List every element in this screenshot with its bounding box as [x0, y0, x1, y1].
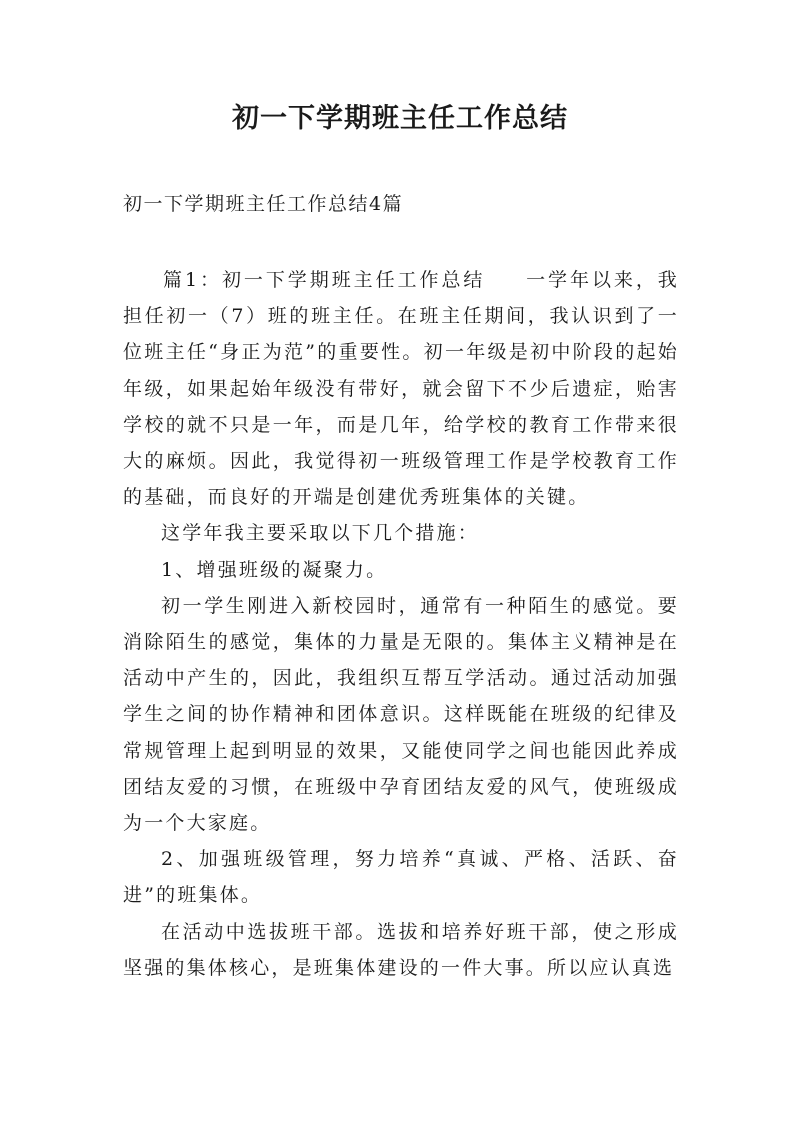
- article-heading: 篇1：初一下学期班主任工作总结: [163, 269, 486, 291]
- section-heading-2: 2、加强班级管理，努力培养“真诚、严格、活跃、奋进”的班集体。: [123, 848, 679, 907]
- section-heading-1: 1、增强班级的凝聚力。: [161, 558, 388, 581]
- document-subtitle: 初一下学期班主任工作总结4篇: [123, 193, 404, 215]
- paragraph: 在活动中选拔班干部。选拔和培养好班干部，使之形成坚强的集体核心，是班集体建设的一件大事。所以应认真选: [123, 920, 679, 979]
- document-title: 初一下学期班主任工作总结: [232, 103, 568, 134]
- paragraph-text: 一学年以来，我担任初一（7）班的班主任。在班主任期间，我认识到了一位班主任“身正为范”的重要性。初一年级是初中阶段的起始年级，如果起始年级没有带好，就会留下不少后遗症，贻害学校的就不只是一年，而是几年，给学校的教育工作带来很大的麻烦。因此，我觉得初一班级管理工作是学校教育工作的基础，而良好的开端是创建优秀班集体的关键。: [123, 269, 679, 509]
- paragraph: 这学年我主要采取以下几个措施：: [161, 522, 480, 545]
- paragraph: 初一学生刚进入新校园时，通常有一种陌生的感觉。要消除陌生的感觉，集体的力量是无限的。集体主义精神是在活动中产生的，因此，我组织互帮互学活动。通过活动加强学生之间的协作精神和团体意识。这样既能在班级的纪律及常规管理上起到明显的效果，又能使同学之间也能因此养成团结友爱的习惯，在班级中孕育团结友爱的风气，使班级成为一个大家庭。: [123, 594, 679, 835]
- paragraph-intro: [123, 262, 679, 515]
- document-body: [123, 262, 679, 986]
